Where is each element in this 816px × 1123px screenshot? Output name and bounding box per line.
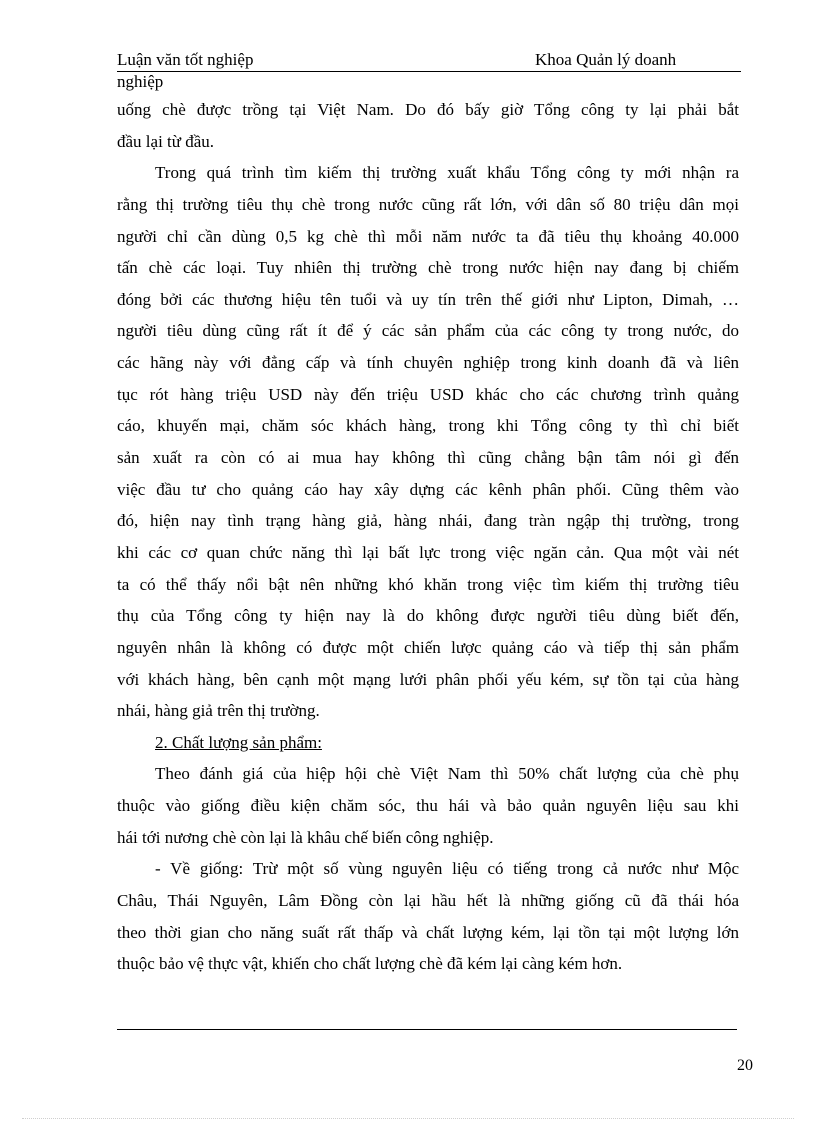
body-line: thụ của Tổng công ty hiện nay là do không được người tiêu dùng biết đến, [117, 606, 739, 626]
section-heading: 2. Chất lượng sản phẩm: [155, 732, 322, 752]
body-line: nguyên nhân là không có được một chiến lược quảng cáo và tiếp thị sản phẩm [117, 637, 739, 657]
body-line: đóng bởi các thương hiệu tên tuổi và uy tín trên thế giới như Lipton, Dimah, … [117, 289, 739, 309]
document-body [117, 94, 739, 980]
running-header-continuation: nghiệp [117, 72, 164, 91]
body-line: cáo, khuyến mại, chăm sóc khách hàng, trong khi Tổng công ty thì chỉ biết [117, 416, 739, 436]
body-line: Châu, Thái Nguyên, Lâm Đồng còn lại hầu hết là những giống cũ đã thái hóa [117, 891, 739, 911]
body-line: thuộc vào giống điều kiện chăm sóc, thu hái và bảo quản nguyên liệu sau khi [117, 796, 739, 816]
body-line: uống chè được trồng tại Việt Nam. Do đó bấy giờ Tổng công ty lại phải bắt [117, 100, 739, 119]
body-line: với khách hàng, bên cạnh một mạng lưới phân phối yếu kém, sự tồn tại của hàng [117, 669, 739, 689]
body-line: việc đầu tư cho quảng cáo hay xây dựng các kênh phân phối. Cũng thêm vào [117, 479, 739, 499]
footer-divider [117, 1029, 737, 1030]
body-line: đầu lại từ đầu. [117, 131, 215, 151]
body-line: nhái, hàng giả trên thị trường. [117, 701, 320, 721]
body-line: theo thời gian cho năng suất rất thấp và chất lượng kém, lại tồn tại một lượng lớn [117, 922, 739, 942]
body-line: khi các cơ quan chức năng thì lại bất lực trong việc ngăn cản. Qua một vài nét [117, 542, 739, 562]
body-line: ta có thể thấy nổi bật nên những khó khăn trong việc tìm kiếm thị trường tiêu [117, 574, 739, 594]
running-header-left: Luận văn tốt nghiệp [117, 50, 254, 69]
body-line: - Về giống: Trừ một số vùng nguyên liệu có tiếng trong cả nước như Mộc [155, 859, 739, 879]
page-number: 20 [737, 1057, 753, 1074]
page-edge-divider [22, 1118, 794, 1119]
running-header-right: Khoa Quản lý doanh [535, 50, 677, 69]
body-line: đó, hiện nay tình trạng hàng giả, hàng nhái, đang tràn ngập thị trường, trong [117, 511, 739, 531]
body-line: người tiêu dùng cũng rất ít để ý các sản phẩm của các công ty trong nước, do [117, 321, 739, 341]
body-line: sản xuất ra còn có ai mua hay không thì cũng chẳng bận tâm nói gì đến [117, 448, 739, 468]
body-line: hái tới nương chè còn lại là khâu chế biến công nghiệp. [117, 827, 494, 847]
body-line: tấn chè các loại. Tuy nhiên thị trường chè trong nước hiện nay đang bị chiếm [117, 258, 739, 278]
body-line: Trong quá trình tìm kiếm thị trường xuất khẩu Tổng công ty mới nhận ra [155, 163, 739, 183]
body-line: Theo đánh giá của hiệp hội chè Việt Nam thì 50% chất lượng của chè phụ [155, 764, 739, 784]
body-line: người chỉ cần dùng 0,5 kg chè thì mỗi năm nước ta đã tiêu thụ khoảng 40.000 [117, 226, 739, 246]
body-line: tục rót hàng triệu USD này đến triệu USD khác cho các chương trình quảng [117, 384, 739, 404]
body-line: thuộc bảo vệ thực vật, khiến cho chất lượng chè đã kém lại càng kém hơn. [117, 954, 623, 974]
body-line: các hãng này với đẳng cấp và tính chuyên nghiệp trong kinh doanh đã và liên [117, 353, 739, 373]
header-divider [117, 71, 741, 72]
body-line: rằng thị trường tiêu thụ chè trong nước cũng rất lớn, với dân số 80 triệu dân mọi [117, 194, 739, 214]
